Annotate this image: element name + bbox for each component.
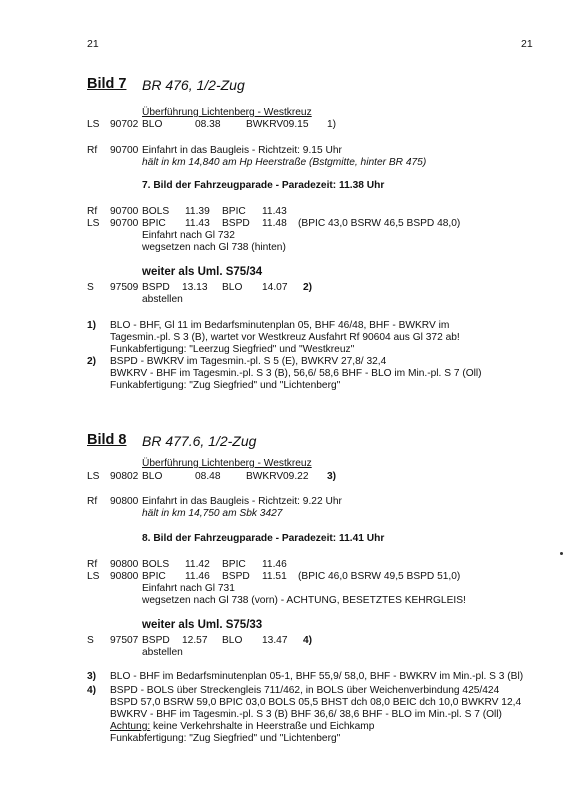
footnote-ref: 2) [303,282,313,293]
from-time: 12.57 [182,635,208,646]
code: S [87,635,94,646]
km-values: (BPIC 43,0 BSRW 46,5 BSPD 48,0) [298,218,461,229]
entry-line: Einfahrt nach Gl 732 [142,230,235,241]
to-station: BPIC [222,206,246,217]
from-station: BOLS [142,559,170,570]
to-time: 11.51 [262,571,287,582]
bild8-parade: 8. Bild der Fahrzeugparade - Paradezeit: 11.41 Uhr [142,533,385,544]
footnote-ref: 1) [327,119,337,130]
entry-text: Einfahrt in das Baugleis - Richtzeit: 9.15 Uhr [142,145,342,156]
from-time: 13.13 [182,282,208,293]
code: LS [87,571,100,582]
from-station: BSPD [142,635,170,646]
footnote-line: Funkabfertigung: "Zug Siegfried" und "Lichtenberg" [110,733,341,744]
scan-speck [560,552,563,555]
to-time: 13.47 [262,635,288,646]
bild7-route: Überführung Lichtenberg - Westkreuz [142,107,312,118]
station: BLO [142,119,163,130]
code: LS [87,218,100,229]
to-station: BPIC [222,559,246,570]
train-number: 97507 [110,635,139,646]
to-time: 11.48 [262,218,287,229]
bild8-label: Bild 8 [87,432,127,448]
destination: BWKRV [246,471,284,482]
train-number: 90700 [110,218,139,229]
code: S [87,282,94,293]
to-station: BSPD [222,571,250,582]
time: 08.48 [195,471,221,482]
bild7-label: Bild 7 [87,76,127,92]
achtung-text: keine Verkehrshalte in Heerstraße und Eichkamp [150,721,375,732]
bild7-weiter: weiter als Uml. S75/34 [142,266,263,278]
move-line: wegsetzen nach Gl 738 (hinten) [142,242,286,253]
bild8-weiter: weiter als Uml. S75/33 [142,619,263,631]
from-time: 11.42 [185,559,210,570]
footnote-ref: 3) [327,471,337,482]
footnote-line: BSPD - BWKRV im Tagesmin.-pl. S 5 (E), BWKRV 27,8/ 32,4 [110,356,387,367]
time: 08.38 [195,119,221,130]
bild7-title: BR 476, 1/2-Zug [142,77,245,93]
park-line: abstellen [142,647,183,658]
from-time: 11.46 [185,571,210,582]
station: BLO [142,471,163,482]
achtung-label: Achtung: [110,721,151,732]
km-values: (BPIC 46,0 BSRW 49,5 BSPD 51,0) [298,571,461,582]
footnote-mark: 3) [87,671,97,682]
code: Rf [87,559,98,570]
footnote-line: BLO - BHF im Bedarfsminutenplan 05-1, BHF 55,9/ 58,0, BHF - BWKRV im Min.-pl. S 3 (Bl) [110,671,524,682]
code: LS [87,471,100,482]
from-station: BSPD [142,282,170,293]
train-number: 97509 [110,282,139,293]
bild8-title: BR 477.6, 1/2-Zug [142,433,257,449]
train-number: 90700 [110,206,139,217]
from-station: BPIC [142,218,166,229]
train-number: 90700 [110,145,139,156]
footnote-achtung [110,721,374,732]
bild8-route: Überführung Lichtenberg - Westkreuz [142,458,312,469]
move-line: wegsetzen nach Gl 738 (vorn) - ACHTUNG, BESETZTES KEHRGLEIS! [142,595,466,606]
train-number: 90802 [110,471,139,482]
train-number: 90702 [110,119,139,130]
from-station: BOLS [142,206,170,217]
to-time: 14.07 [262,282,288,293]
to-station: BLO [222,635,243,646]
footnote-line: Tagesmin.-pl. S 3 (B), wartet vor Westkreuz Ausfahrt Rf 90604 aus Gl 372 ab! [110,332,460,343]
dest-time: 09.15 [283,119,309,130]
park-line: abstellen [142,294,183,305]
destination: BWKRV [246,119,284,130]
dest-time: 09.22 [283,471,309,482]
from-time: 11.39 [185,206,210,217]
entry-text: Einfahrt in das Baugleis - Richtzeit: 9.22 Uhr [142,496,342,507]
to-time: 11.43 [262,206,287,217]
footnote-line: Funkabfertigung: "Leerzug Siegfried" und "Westkreuz" [110,344,355,355]
stop-note: hält in km 14,750 am Sbk 3427 [142,508,283,519]
page-number-right: 21 [521,38,533,50]
from-time: 11.43 [185,218,210,229]
footnote-line: Funkabfertigung: "Zug Siegfried" und "Lichtenberg" [110,380,341,391]
code: LS [87,119,100,130]
to-station: BLO [222,282,243,293]
entry-line: Einfahrt nach Gl 731 [142,583,235,594]
stop-note: hält in km 14,840 am Hp Heerstraße (Bstgmitte, hinter BR 475) [142,157,427,168]
footnote-line: BSPD - BOLS über Streckengleis 711/462, in BOLS über Weichenverbindung 425/424 [110,685,500,696]
code: Rf [87,206,98,217]
footnote-mark: 1) [87,320,97,331]
to-time: 11.46 [262,559,287,570]
footnote-ref: 4) [303,635,313,646]
from-station: BPIC [142,571,166,582]
train-number: 90800 [110,559,139,570]
footnote-line: BLO - BHF, Gl 11 im Bedarfsminutenplan 05, BHF 46/48, BHF - BWKRV im [110,320,450,331]
footnote-mark: 2) [87,356,97,367]
train-number: 90800 [110,496,139,507]
footnote-mark: 4) [87,685,97,696]
bild7-parade: 7. Bild der Fahrzeugparade - Paradezeit: 11.38 Uhr [142,180,385,191]
to-station: BSPD [222,218,250,229]
footnote-line: BWKRV - BHF im Tagesmin.-pl. S 3 (B), 56,6/ 58,6 BHF - BLO im Min.-pl. S 7 (Oll) [110,368,482,379]
code: Rf [87,496,98,507]
page-number-left: 21 [87,38,99,50]
train-number: 90800 [110,571,139,582]
code: Rf [87,145,98,156]
footnote-line: BWKRV - BHF im Tagesmin.-pl. S 3 (B) BHF 36,6/ 38,6 BHF - BLO im Min.-pl. S 7 (Oll) [110,709,502,720]
footnote-line: BSPD 57,0 BSRW 59,0 BPIC 03,0 BOLS 05,5 BHST dch 08,0 BEIC dch 10,0 BWKRV 12,4 [110,697,522,708]
